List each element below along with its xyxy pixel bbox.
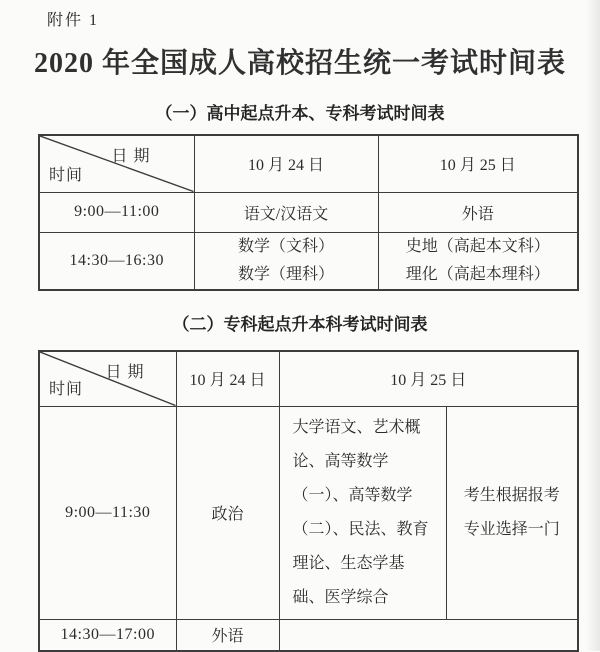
elective-subjects-cell: 大学语文、艺术概论、高等数学（一）、高等数学（二）、民法、教育理论、生态学基础、医学综合: [279, 406, 446, 619]
table2-caption: （二）专科起点升本科考试时间表: [172, 315, 428, 334]
table-row: [39, 619, 578, 651]
date-header-oct25: 10 月 25 日: [279, 351, 578, 406]
subject-line: 数学（文科）: [237, 237, 334, 255]
table-row: [39, 232, 578, 290]
subject-line: 理化（高起本理科）: [405, 265, 550, 283]
attachment-label: 附件 1: [47, 12, 100, 29]
corner-cell: [39, 135, 194, 192]
time-cell: 14:30—17:00: [39, 619, 176, 651]
subject-line: 史地（高起本文科）: [405, 237, 550, 255]
time-cell: 9:00—11:00: [39, 192, 194, 232]
subject-cell: 外语: [176, 619, 279, 651]
time-label: 时间: [49, 380, 84, 398]
empty-cell: [279, 619, 578, 651]
date-header-oct25: 10 月 25 日: [378, 135, 578, 192]
time-cell: 14:30—16:30: [39, 232, 194, 290]
time-label: 时间: [49, 166, 84, 184]
exam-table-highschool-start: [38, 134, 579, 291]
date-label: 日期: [105, 364, 150, 381]
table-row: [39, 192, 578, 232]
corner-cell: [39, 351, 176, 406]
subject-cell: 政治: [176, 406, 279, 619]
date-header-oct24: 10 月 24 日: [176, 351, 279, 406]
table1-caption: （一）高中起点升本、专科考试时间表: [155, 104, 445, 123]
time-cell: 9:00—11:30: [39, 406, 176, 619]
date-header-oct24: 10 月 24 日: [194, 135, 378, 192]
table-row: [39, 406, 578, 619]
exam-table-college-start: [38, 350, 579, 652]
table-header-row: [39, 351, 578, 406]
subject-cell: [378, 232, 578, 290]
elective-note-cell: 考生根据报考专业选择一门: [446, 406, 578, 619]
subject-cell: [194, 232, 378, 290]
date-label: 日期: [111, 148, 156, 165]
subject-cell: 外语: [378, 192, 578, 232]
page-title: 2020 年全国成人高校招生统一考试时间表: [33, 48, 566, 79]
subject-cell: 语文/汉语文: [194, 192, 378, 232]
table-header-row: [39, 135, 578, 192]
subject-line: 数学（理科）: [237, 265, 334, 283]
